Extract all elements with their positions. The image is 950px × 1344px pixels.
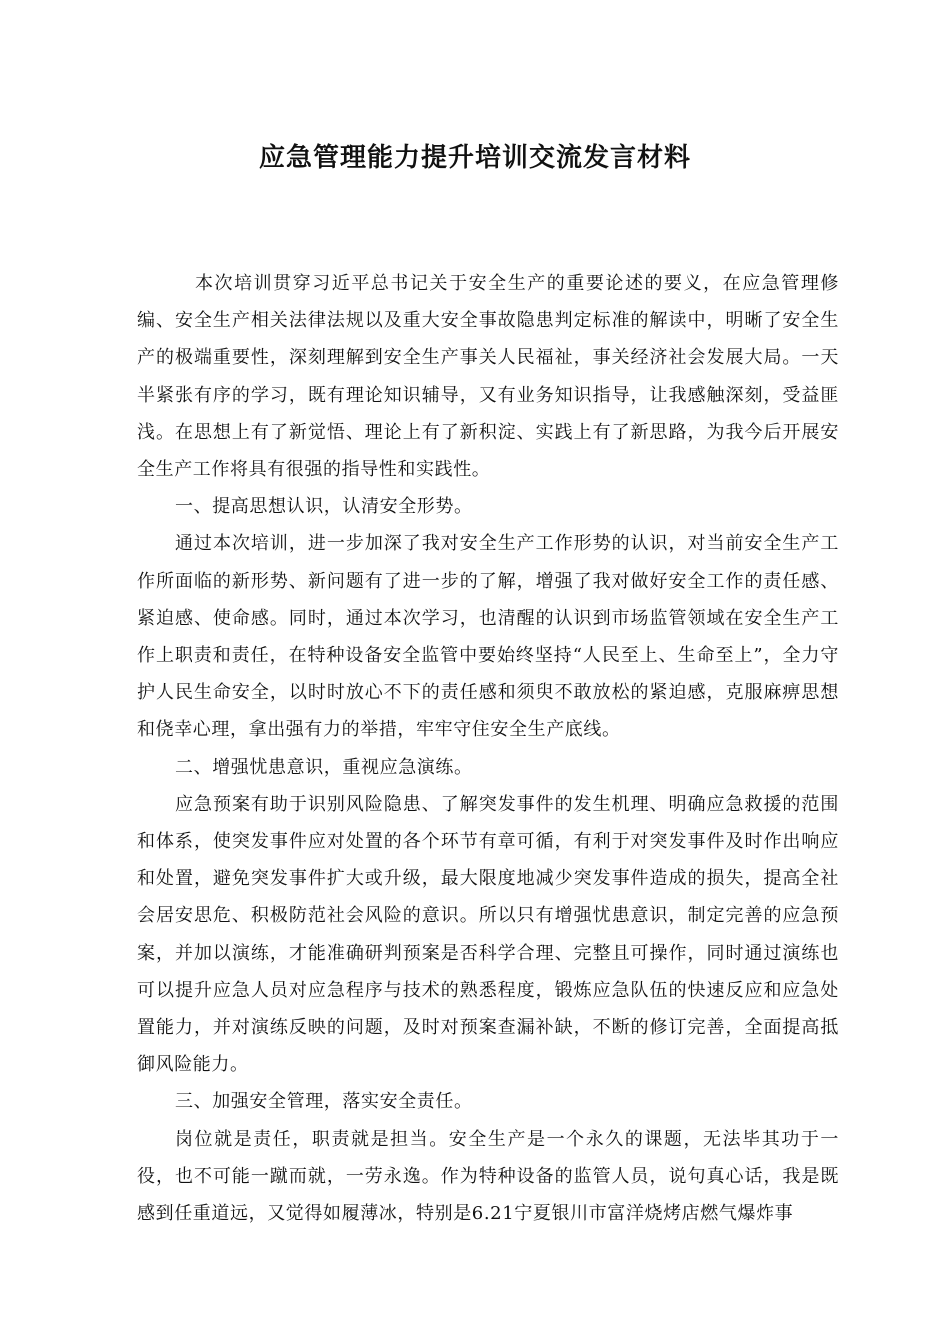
section-paragraph-2: 应急预案有助于识别风险隐患、了解突发事件的发生机理、明确应急救援的范围和体系，使突发事件应对处置的各个环节有章可循，有利于对突发事件及时作出响应和处置，避免突发事件扩大或升级，最大限度地减少突发事件造成的损失，提高全社会居安思危、积极防范社会风险的意识。所以只有增强忧患意识，制定完善的应急预案，并加以演练，才能准确研判预案是否科学合理、完整且可操作，同时通过演练也可以提升应急人员对应急程序与技术的熟悉程度，锻炼应急队伍的快速反应和应急处置能力，并对演练反映的问题，及时对预案查漏补缺，不断的修订完善，全面提高抵御风险能力。 [137,793,839,1076]
section-heading-1: 一、提高思想认识，认清安全形势。 [175,496,473,518]
intro-paragraph: 本次培训贯穿习近平总书记关于安全生产的重要论述的要义，在应急管理修编、安全生产相关法律法规以及重大安全事故隐患判定标准的解读中，明晰了安全生产的极端重要性，深刻理解到安全生产事关人民福祉，事关经济社会发展大局。一天半紧张有序的学习，既有理论知识辅导，又有业务知识指导，让我感触深刻，受益匪浅。在思想上有了新觉悟、理论上有了新积淀、实践上有了新思路，为我今后开展安全生产工作将具有很强的指导性和实践性。 [137,273,839,481]
section-paragraph-1: 通过本次培训，进一步加深了我对安全生产工作形势的认识，对当前安全生产工作所面临的新形势、新问题有了进一步的了解，增强了我对做好安全工作的责任感、紧迫感、使命感。同时，通过本次学习，也清醒的认识到市场监管领域在安全生产工作上职责和责任，在特种设备安全监管中要始终坚持“人民至上、生命至上”，全力守护人民生命安全，以时时放心不下的责任感和须臾不敢放松的紧迫感，克服麻痹思想和侥幸心理，拿出强有力的举措，牢牢守住安全生产底线。 [137,533,839,741]
section-paragraph-3: 岗位就是责任，职责就是担当。安全生产是一个永久的课题，无法毕其功于一役，也不可能一蹴而就，一劳永逸。作为特种设备的监管人员，说句真心话，我是既感到任重道远，又觉得如履薄冰，特别是6.21宁夏银川市富洋烧烤店燃气爆炸事 [137,1128,839,1225]
section-heading-3: 三、加强安全管理，落实安全责任。 [175,1091,473,1113]
section-heading-2: 二、增强忧患意识，重视应急演练。 [175,756,473,778]
document-title: 应急管理能力提升培训交流发言材料 [258,143,691,173]
document-body [137,265,839,1232]
